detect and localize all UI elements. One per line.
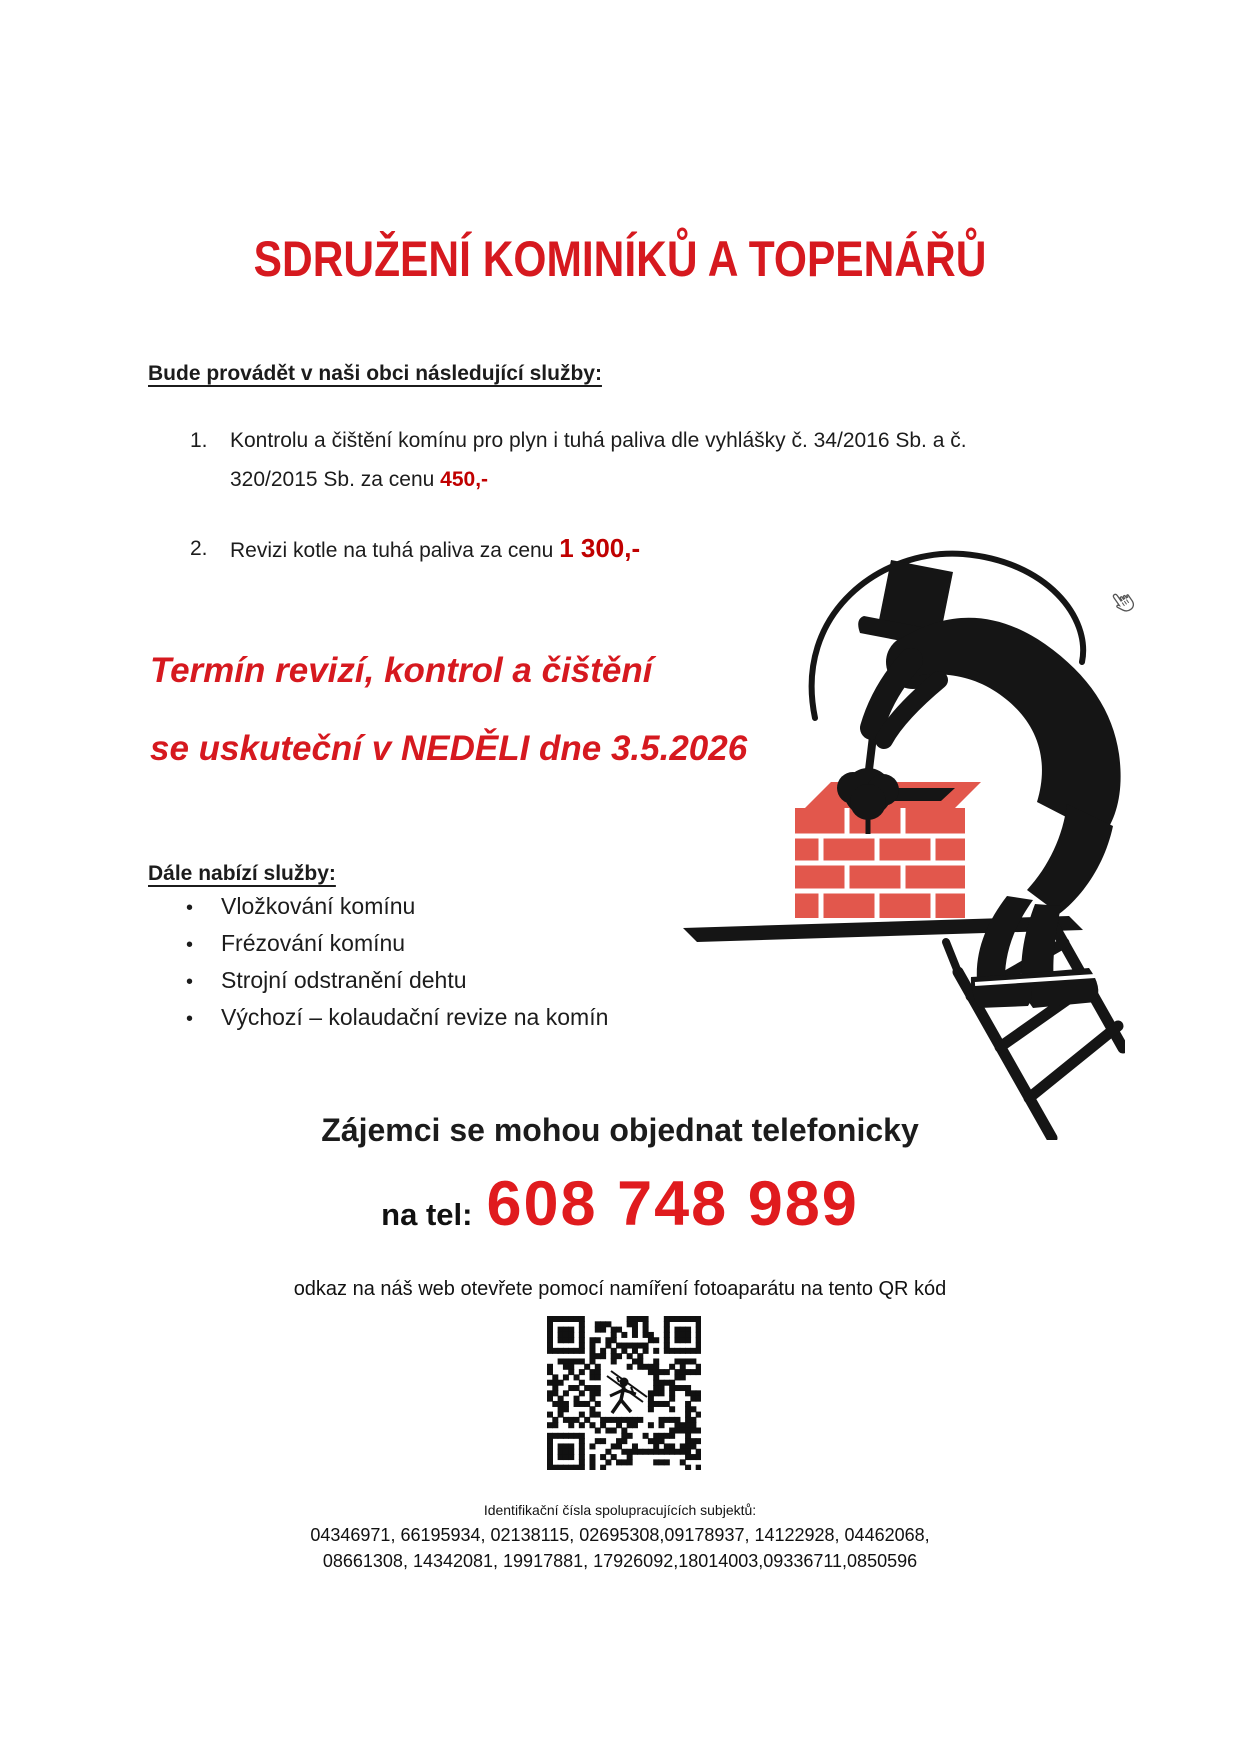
list-item-label: Frézování komínu xyxy=(221,930,406,956)
qr-center-logo xyxy=(607,1371,647,1413)
footer-ids-line1: 04346971, 66195934, 02138115, 02695308,09178937, 14122928, 04462068, xyxy=(310,1525,930,1545)
qr-code-pattern xyxy=(547,1316,701,1470)
phone-number: 608 748 989 xyxy=(486,1169,859,1239)
list-item-label: Strojní odstranění dehtu xyxy=(221,967,467,993)
contact-heading: Zájemci se mohou objednat telefonicky xyxy=(321,1112,919,1148)
bullet-dot: • xyxy=(186,934,194,956)
hand-cursor-icon xyxy=(1110,588,1136,616)
ground-line xyxy=(683,916,1083,942)
service-item-1-price: 450,- xyxy=(440,468,489,491)
service-item-1-line2: 320/2015 Sb. za cenu xyxy=(230,468,441,491)
date-notice-line2: se uskuteční v NEDĚLI dne 3.5.2026 xyxy=(150,729,748,768)
list-item xyxy=(186,967,608,1004)
qr-code xyxy=(547,1316,701,1470)
service-item-2-number: 2. xyxy=(190,537,208,560)
service-item-1-number: 1. xyxy=(190,429,208,452)
bullet-dot: • xyxy=(186,971,194,993)
chimney-sweep-illustration xyxy=(655,540,1125,1140)
qr-caption: odkaz na náš web otevřete pomocí namíření fotoaparátu na tento QR kód xyxy=(293,1278,947,1300)
bullet-dot: • xyxy=(186,897,194,919)
service-item-1-text xyxy=(230,421,967,499)
main-services-heading: Bude provádět v naši obci následující služby: xyxy=(148,362,602,385)
phone-label: na tel: xyxy=(381,1197,473,1232)
list-item xyxy=(186,930,608,967)
extra-services-heading: Dále nabízí služby: xyxy=(148,862,336,885)
footer xyxy=(0,1498,1240,1574)
service-item-1-line1: Kontrolu a čištění komínu pro plyn i tuhá paliva dle vyhlášky č. 34/2016 Sb. a č. xyxy=(230,429,967,452)
service-item-2-price: 1 300,- xyxy=(559,533,641,563)
page-title xyxy=(0,230,1240,288)
list-item-label: Vložkování komínu xyxy=(221,893,416,919)
bullet-dot: • xyxy=(186,1008,194,1030)
extra-services-list xyxy=(186,893,608,1041)
date-notice-line1: Termín revizí, kontrol a čištění xyxy=(150,651,653,690)
service-item-2-line1: Revizi kotle na tuhá paliva za cenu xyxy=(230,539,560,562)
service-item-2-text xyxy=(230,529,640,570)
page-title-text: SDRUŽENÍ KOMINÍKŮ A TOPENÁŘŮ xyxy=(253,231,987,287)
list-item-label: Výchozí – kolaudační revize na komín xyxy=(221,1004,609,1030)
footer-ids-line2: 08661308, 14342081, 19917881, 17926092,18014003,09336711,0850596 xyxy=(322,1551,918,1571)
phone-row xyxy=(0,1168,1240,1240)
list-item xyxy=(186,1004,608,1041)
footer-heading: Identifikační čísla spolupracujících subjektů: xyxy=(483,1502,757,1518)
service-item-1 xyxy=(190,421,1000,499)
list-item xyxy=(186,893,608,930)
